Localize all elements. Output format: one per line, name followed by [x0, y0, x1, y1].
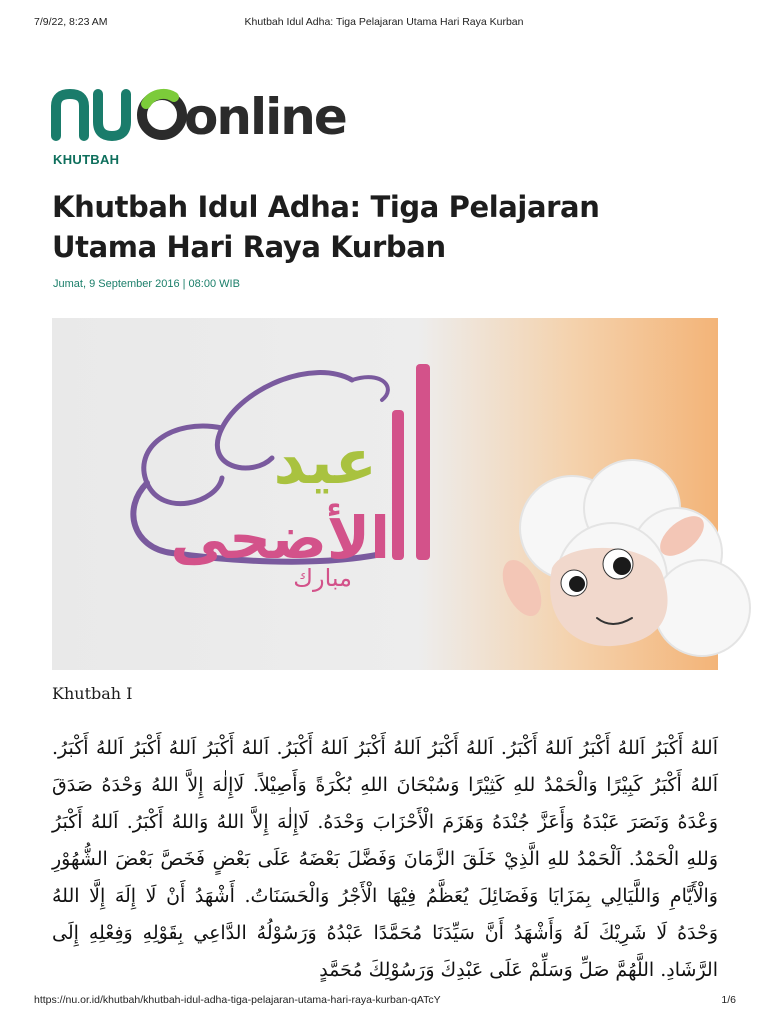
- nuonline-logo[interactable]: [50, 78, 346, 146]
- print-doc-title: Khutbah Idul Adha: Tiga Pelajaran Utama Hari Raya Kurban: [244, 16, 524, 28]
- hero-word-adha: الأضحى: [170, 504, 390, 572]
- eid-al-adha-sheep-illustration-icon: [52, 318, 718, 670]
- hero-word-eid: عيد: [273, 425, 377, 498]
- hero-image: [52, 318, 718, 670]
- print-footer: [0, 994, 768, 1008]
- hero-word-mubarak: مبارك: [293, 564, 352, 592]
- category-link[interactable]: KHUTBAH: [53, 152, 120, 167]
- alef-stroke-1: [416, 364, 430, 560]
- print-datetime: 7/9/22, 8:23 AM: [34, 16, 108, 28]
- section-heading: Khutbah I: [52, 684, 133, 703]
- article-date: Jumat, 9 September 2016 | 08:00 WIB: [53, 278, 240, 290]
- print-header: [0, 16, 768, 30]
- article-title: Khutbah Idul Adha: Tiga Pelajaran Utama Hari Raya Kurban: [52, 190, 600, 264]
- arabic-khutbah-text: اَللهُ أَكْبَرُ اَللهُ أَكْبَرُ اَللهُ أَكْبَرُ. اَللهُ أَكْبَرُ اَللهُ أَكْبَرُ اَللهُ أَكْبَرُ. اَللهُ أَكْبَرُ اَللهُ أَكْبَرُ اَللهُ أَكْبَرُ. اَللهُ أَكْبَرُ كَبِيْرًا وَالْحَمْدُ للهِ كَثِيْرًا وَسُبْحَانَ اللهِ بُكْرَةً وَأَصِيْلاً. لَاإِلٰهَ إِلاَّ اللهُ وَحْدَهُ صَدَقَ وَعْدَهُ وَنَصَرَ عَبْدَهُ وَأَعَزَّ جُنْدَهُ وَهَزَمَ الْأَحْزَابَ وَحْدَهُ. لَاإِلٰهَ إِلاَّ اللهُ وَاللهُ أَكْبَرُ. اَللهُ أَكْبَرُ وَللهِ الْحَمْدُ. اَلْحَمْدُ للهِ الَّذِيْ خَلَقَ الزَّمَانَ وَفَضَّلَ بَعْضَهُ عَلَى بَعْضٍ فَخَصَّ بَعْضَ الشُّهُوْرِ وَالْأَيَّامِ وَاللَّيَالِي بِمَزَايَا وَفَضَائِلَ يُعَظَّمُ فِيْهَا الْأَجْرُ وَالْحَسَنَاتُ. أَشْهَدُ أَنْ لَا إِلَهَ إِلَّا اللهُ وَحْدَهُ لَا شَرِيْكَ لَهُ وَأَشْهَدُ أَنَّ سَيِّدَنَا مُحَمَّدًا عَبْدُهُ وَرَسُوْلُهُ الدَّاعِي بِقَوْلِهِ وَفِعْلِهِ إِلَى الرَّشَادِ. اللَّهُمَّ صَلِّ وَسَلِّمْ عَلَى عَبْدِكَ وَرَسُوْلِكَ مُحَمَّدٍ: [52, 737, 718, 981]
- logo-wordmark: online: [184, 88, 346, 146]
- print-url: https://nu.or.id/khutbah/khutbah-idul-adha-tiga-pelajaran-utama-hari-raya-kurban-qATcY: [34, 994, 441, 1006]
- print-page-number: 1/6: [721, 994, 736, 1006]
- alef-stroke-2: [392, 410, 404, 560]
